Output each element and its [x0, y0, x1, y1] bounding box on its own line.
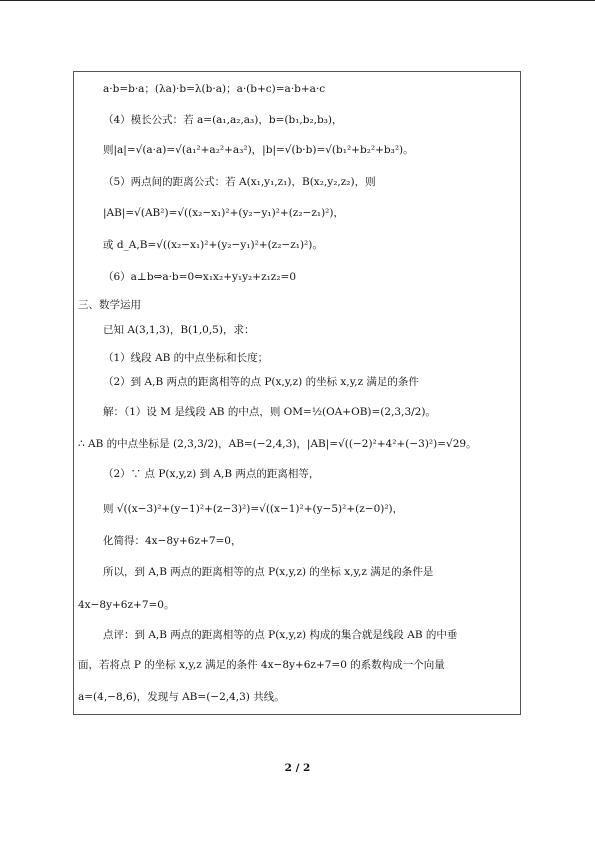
text-line: 面，若将点 P 的坐标 x,y,z 满足的条件 4x−8y+6z+7=0 的系数构成一个向量: [78, 659, 445, 671]
text-line: （2）∵ 点 P(x,y,z) 到 A,B 两点的距离相等，: [103, 468, 320, 480]
text-line: 4x−8y+6z+7=0。: [78, 599, 175, 611]
text-line: 已知 A(3,1,3)，B(1,0,5)，求：: [103, 324, 255, 336]
page-number: 2 / 2: [284, 762, 311, 774]
text-line: 点评：到 A,B 两点的距离相等的点 P(x,y,z) 构成的集合就是线段 AB 的中垂: [103, 629, 458, 641]
text-line: 解：（1）设 M 是线段 AB 的中点，则 OM=½(OA+OB)=(2,3,3/2)。: [103, 406, 436, 418]
text-line: （6）a⊥b⇔a·b=0⇔x₁x₂+y₁y₂+z₁z₂=0: [103, 271, 297, 283]
text-line: 三、数学运用: [78, 299, 141, 311]
text-line: |AB|=√(AB²)=√((x₂−x₁)²+(y₂−y₁)²+(z₂−z₁)²)，: [103, 207, 344, 219]
text-line: （4）模长公式：若 a=(a₁,a₂,a₃)，b=(b₁,b₂,b₃)，: [103, 114, 343, 126]
text-line: ∴ AB 的中点坐标是 (2,3,3/2)，AB=(−2,4,3)，|AB|=√((−2)²+4²+(−3)²)=√29。: [78, 438, 477, 450]
page-top-rule: [0, 0, 595, 1]
content-frame: [73, 71, 521, 715]
text-line: 则 √((x−3)²+(y−1)²+(z−3)²)=√((x−1)²+(y−5)²+(z−0)²)，: [103, 503, 404, 515]
text-line: 或 d_A,B=√((x₂−x₁)²+(y₂−y₁)²+(z₂−z₁)²)。: [103, 239, 323, 251]
text-line: 所以，到 A,B 两点的距离相等的点 P(x,y,z) 的坐标 x,y,z 满足的条件是: [103, 566, 434, 578]
text-line: （5）两点间的距离公式：若 A(x₁,y₁,z₁)，B(x₂,y₂,z₂)，则: [103, 176, 376, 188]
text-line: 化简得：4x−8y+6z+7=0，: [103, 535, 242, 547]
text-line: a·b=b·a；(λa)·b=λ(b·a)；a·(b+c)=a·b+a·c: [103, 83, 326, 95]
text-line: a=(4,−8,6)，发现与 AB=(−2,4,3) 共线。: [78, 691, 285, 703]
text-line: （2）到 A,B 两点的距离相等的点 P(x,y,z) 的坐标 x,y,z 满足的条件: [103, 376, 419, 388]
text-line: 则|a|=√(a·a)=√(a₁²+a₂²+a₃²)，|b|=√(b·b)=√(b₁²+b₂²+b₃²)。: [103, 144, 414, 156]
text-line: （1）线段 AB 的中点坐标和长度；: [103, 352, 269, 364]
